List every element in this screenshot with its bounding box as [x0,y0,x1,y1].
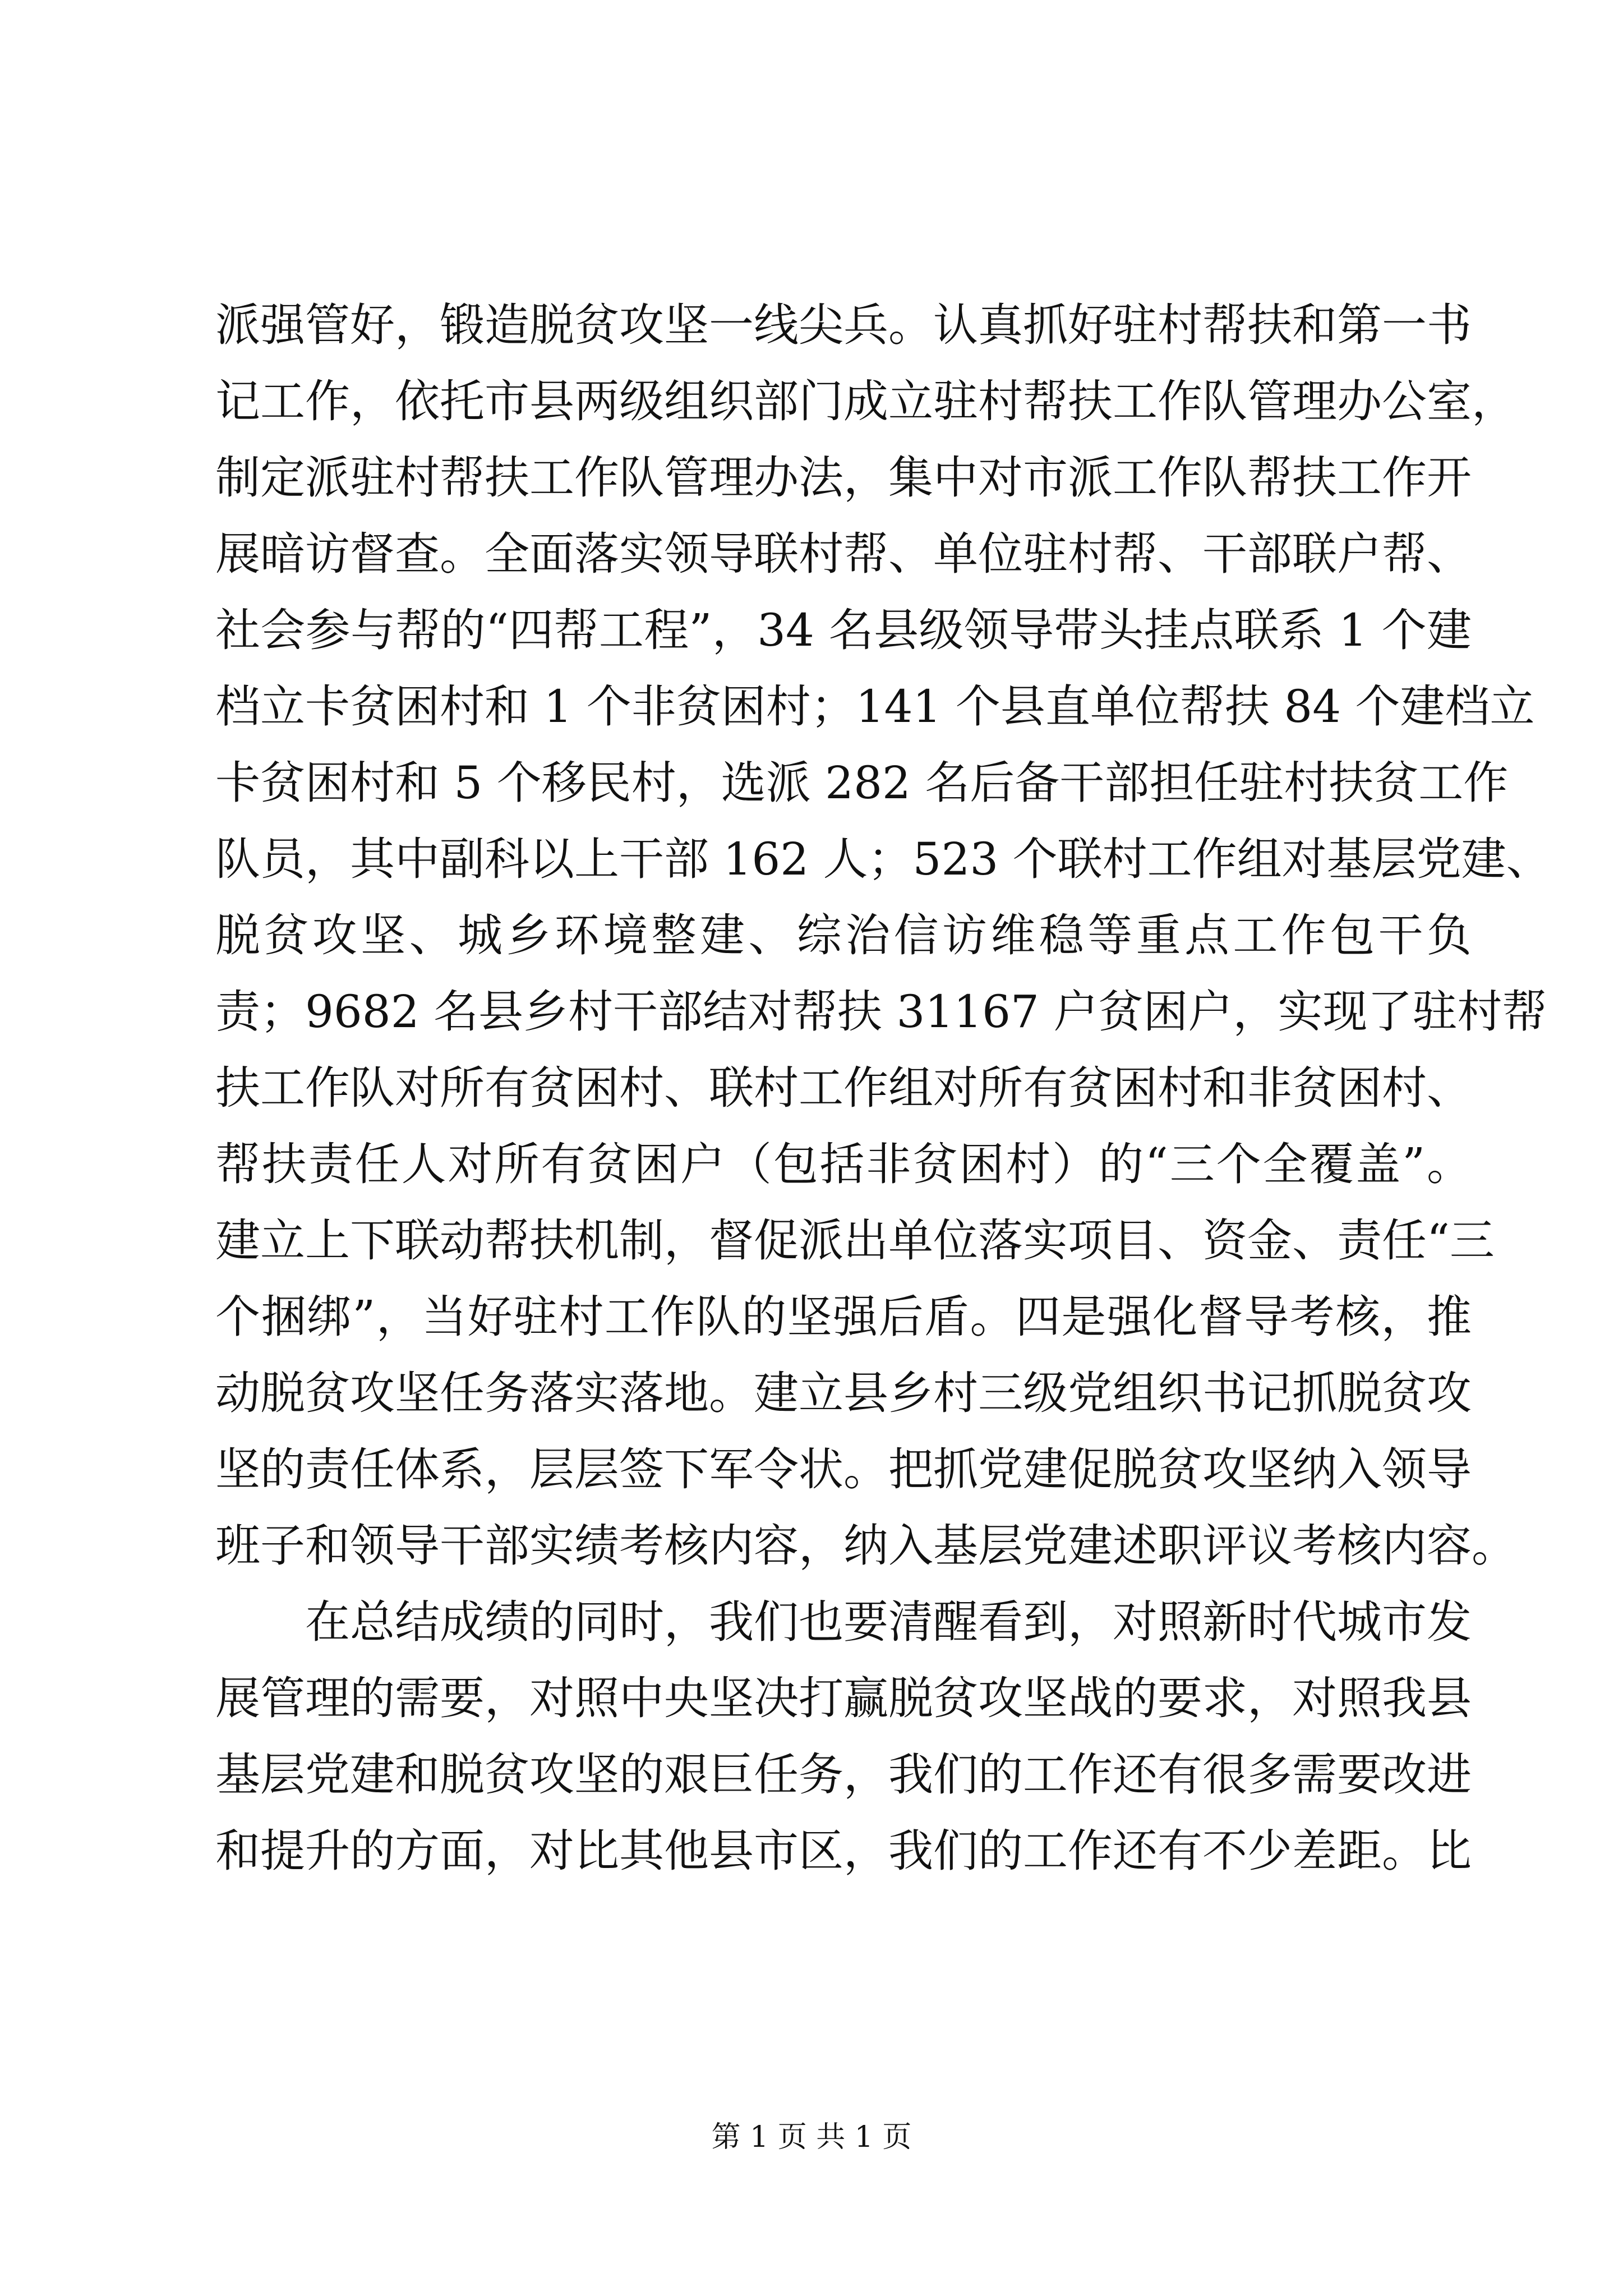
text-line: 展暗访督查。全面落实领导联村帮、单位驻村帮、干部联户帮、 [215,528,1472,580]
text-line: 和提升的方面，对比其他县市区，我们的工作还有不少差距。比 [215,1825,1472,1877]
page-number-footer: 第 1 页 共 1 页 [711,2120,912,2154]
text-line: 脱贫攻坚、城乡环境整建、综治信访维稳等重点工作包干负 [215,909,1472,961]
text-line: 展管理的需要，对照中央坚决打赢脱贫攻坚战的要求，对照我县 [215,1672,1472,1724]
text-line: 队员，其中副科以上干部 162 人；523 个联村工作组对基层党建、 [215,833,1551,885]
paragraph-first-line: 在总结成绩的同时，我们也要清醒看到，对照新时代城市发 [305,1596,1472,1648]
text-line: 坚的责任体系，层层签下军令状。把抓党建促脱贫攻坚纳入领导 [215,1443,1472,1496]
text-line: 建立上下联动帮扶机制，督促派出单位落实项目、资金、责任“三 [215,1214,1495,1267]
text-line: 帮扶责任人对所有贫困户（包括非贫困村）的“三个全覆盖”。 [215,1138,1472,1190]
text-line: 制定派驻村帮扶工作队管理办法，集中对市派工作队帮扶工作开 [215,452,1472,504]
text-line: 动脱贫攻坚任务落实落地。建立县乡村三级党组织书记抓脱贫攻 [215,1367,1472,1419]
text-line: 个捆绑”，当好驻村工作队的坚强后盾。四是强化督导考核，推 [215,1291,1472,1343]
text-line: 卡贫困村和 5 个移民村，选派 282 名后备干部担任驻村扶贫工作 [215,757,1509,809]
text-line: 班子和领导干部实绩考核内容，纳入基层党建述职评议考核内容。 [215,1520,1516,1572]
text-line: 扶工作队对所有贫困村、联村工作组对所有贫困村和非贫困村、 [215,1062,1472,1114]
text-line: 基层党建和脱贫攻坚的艰巨任务，我们的工作还有很多需要改进 [215,1749,1472,1801]
text-line: 责；9682 名县乡村干部结对帮扶 31167 户贫困户，实现了驻村帮 [215,986,1547,1038]
text-line: 记工作，依托市县两级组织部门成立驻村帮扶工作队管理办公室， [215,375,1516,427]
text-line: 派强管好，锻造脱贫攻坚一线尖兵。认真抓好驻村帮扶和第一书 [215,299,1472,351]
text-line: 社会参与帮的“四帮工程”，34 名县级领导带头挂点联系 1 个建 [215,604,1472,656]
text-line: 档立卡贫困村和 1 个非贫困村；141 个县直单位帮扶 84 个建档立 [215,680,1535,733]
